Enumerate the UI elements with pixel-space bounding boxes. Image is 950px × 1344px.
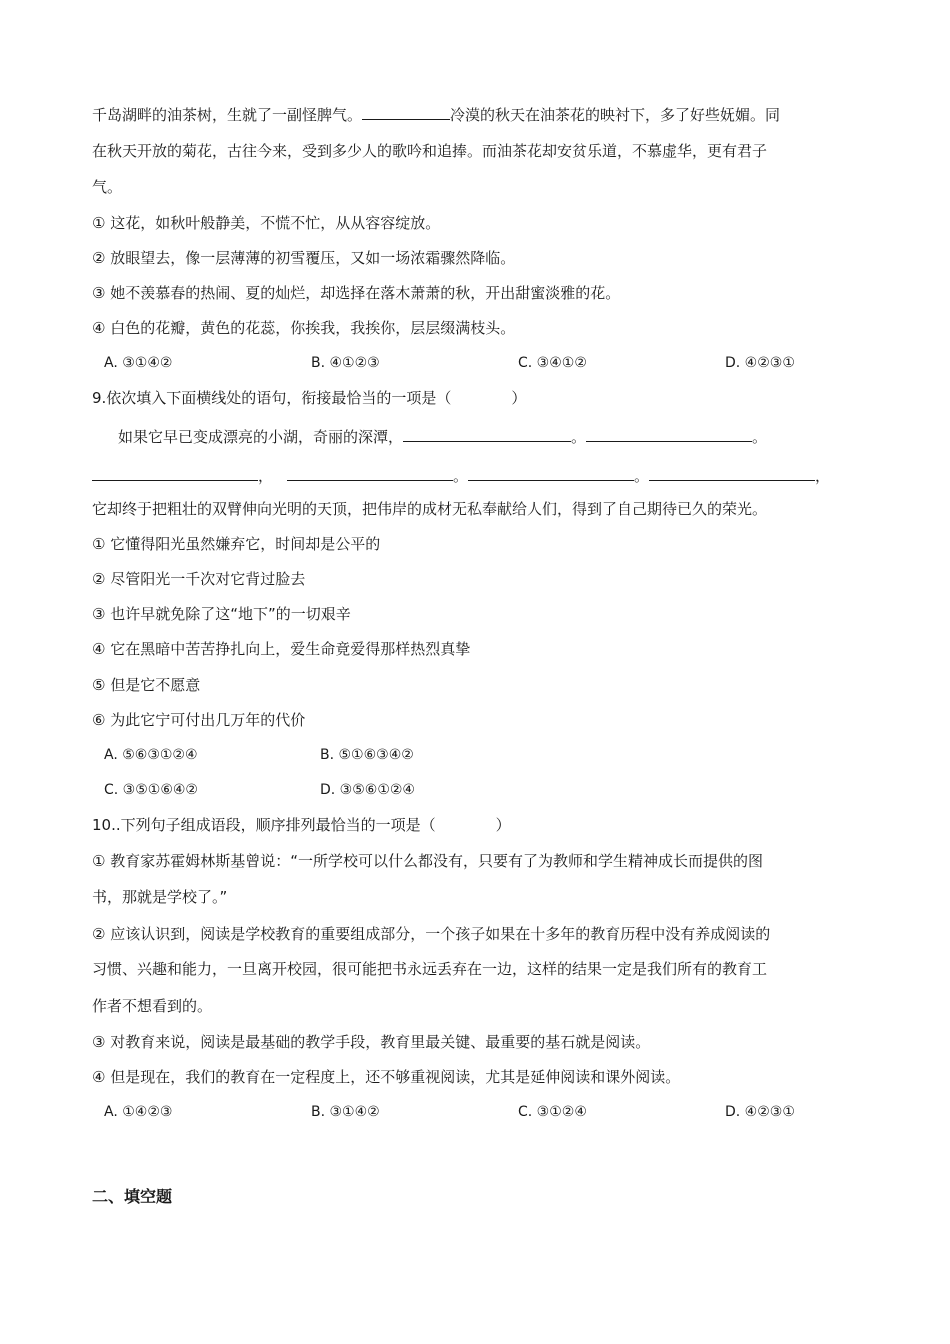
q9-item-2: ② 尽管阳光一千次对它背过脸去 xyxy=(92,570,306,588)
q9-option-a[interactable]: A. ⑤⑥③①②④ xyxy=(104,747,198,763)
q9-option-b[interactable]: B. ⑤①⑥③④② xyxy=(320,747,414,763)
q10-option-a[interactable]: A. ①④②③ xyxy=(104,1104,173,1120)
q8-text-b: 冷漠的秋天在油茶花的映衬下，多了好些妩媚。同 xyxy=(450,106,781,124)
q9-punct-1: 。 xyxy=(571,428,587,446)
q10-line-2: 书，那就是学校了。” xyxy=(92,888,228,906)
q10-line-1: ① 教育家苏霍姆林斯基曾说：“一所学校可以什么都没有，只要有了为教师和学生精神成长而提供的图 xyxy=(92,852,763,870)
q9-blank-6[interactable] xyxy=(649,465,815,481)
q9-item-1: ① 它懂得阳光虽然嫌弃它，时间却是公平的 xyxy=(92,535,381,553)
q10-stem: 10..下列句子组成语段，顺序排列最恰当的一项是（ ） xyxy=(92,816,511,834)
q9-item-5: ⑤ 但是它不愿意 xyxy=(92,676,201,694)
q9-punct-3: ， xyxy=(258,467,274,485)
q9-paragraph-end: 它却终于把粗壮的双臂伸向光明的天顶，把伟岸的成材无私奉献给人们，得到了自己期待已久的荣光。 xyxy=(92,500,768,518)
q9-punct-4: 。 xyxy=(453,467,469,485)
q10-option-b[interactable]: B. ③①④② xyxy=(311,1104,380,1120)
q9-blank-1[interactable] xyxy=(403,426,571,442)
q8-item-3: ③ 她不羡慕春的热闹、夏的灿烂，却选择在落木萧萧的秋，开出甜蜜淡雅的花。 xyxy=(92,284,621,302)
q10-line-3: ② 应该认识到，阅读是学校教育的重要组成部分，一个孩子如果在十多年的教育历程中没有养成阅读的 xyxy=(92,925,771,943)
q8-item-4: ④ 白色的花瓣，黄色的花蕊，你挨我，我挨你，层层缀满枝头。 xyxy=(92,319,516,337)
q9-intro: 如果它早已变成漂亮的小湖，奇丽的深潭， xyxy=(118,428,404,446)
q8-item-1: ① 这花，如秋叶般静美，不慌不忙，从从容容绽放。 xyxy=(92,214,441,232)
section-heading: 二、填空题 xyxy=(92,1187,173,1206)
q8-blank[interactable] xyxy=(362,104,450,120)
q9-item-4: ④ 它在黑暗中苦苦挣扎向上，爱生命竟爱得那样热烈真挚 xyxy=(92,640,471,658)
q9-intro-line xyxy=(118,426,767,447)
q9-blank-4[interactable] xyxy=(287,465,453,481)
q8-option-b[interactable]: B. ④①②③ xyxy=(311,355,380,371)
q10-line-7: ④ 但是现在，我们的教育在一定程度上，还不够重视阅读，尤其是延伸阅读和课外阅读。 xyxy=(92,1068,681,1086)
q9-option-c[interactable]: C. ③⑤①⑥④② xyxy=(104,782,198,798)
q10-line-4: 习惯、兴趣和能力，一旦离开校园，很可能把书永远丢弃在一边，这样的结果一定是我们所有的教育工 xyxy=(92,960,768,978)
q9-punct-5: 。 xyxy=(634,467,650,485)
q9-stem: 9.依次填入下面横线处的语句，衔接最恰当的一项是（ ） xyxy=(92,389,527,407)
q8-paragraph-line-3: 气。 xyxy=(92,178,123,196)
q8-text-a: 千岛湖畔的油茶树，生就了一副怪脾气。 xyxy=(92,106,363,124)
q8-option-d[interactable]: D. ④②③① xyxy=(725,355,795,371)
q8-paragraph-line-2: 在秋天开放的菊花，古往今来，受到多少人的歌吟和追捧。而油茶花却安贫乐道，不慕虚华，更有君子 xyxy=(92,142,768,160)
q10-option-d[interactable]: D. ④②③① xyxy=(725,1104,795,1120)
q8-option-a[interactable]: A. ③①④② xyxy=(104,355,173,371)
q9-blank-2[interactable] xyxy=(586,426,752,442)
q8-item-2: ② 放眼望去，像一层薄薄的初雪覆压，又如一场浓霜骤然降临。 xyxy=(92,249,516,267)
q10-line-5: 作者不想看到的。 xyxy=(92,997,213,1015)
q9-punct-6: ， xyxy=(815,467,831,485)
q9-blank-5[interactable] xyxy=(468,465,634,481)
q10-option-c[interactable]: C. ③①②④ xyxy=(518,1104,587,1120)
q10-line-6: ③ 对教育来说，阅读是最基础的教学手段，教育里最关键、最重要的基石就是阅读。 xyxy=(92,1033,651,1051)
q9-blanks-line xyxy=(92,465,830,486)
q9-option-d[interactable]: D. ③⑤⑥①②④ xyxy=(320,782,415,798)
q8-paragraph-line-1 xyxy=(92,104,780,125)
q9-blank-3[interactable] xyxy=(92,465,258,481)
q9-item-6: ⑥ 为此它宁可付出几万年的代价 xyxy=(92,711,306,729)
q8-option-c[interactable]: C. ③④①② xyxy=(518,355,587,371)
q9-item-3: ③ 也许早就免除了这“地下”的一切艰辛 xyxy=(92,605,351,623)
q9-punct-2: 。 xyxy=(752,428,768,446)
